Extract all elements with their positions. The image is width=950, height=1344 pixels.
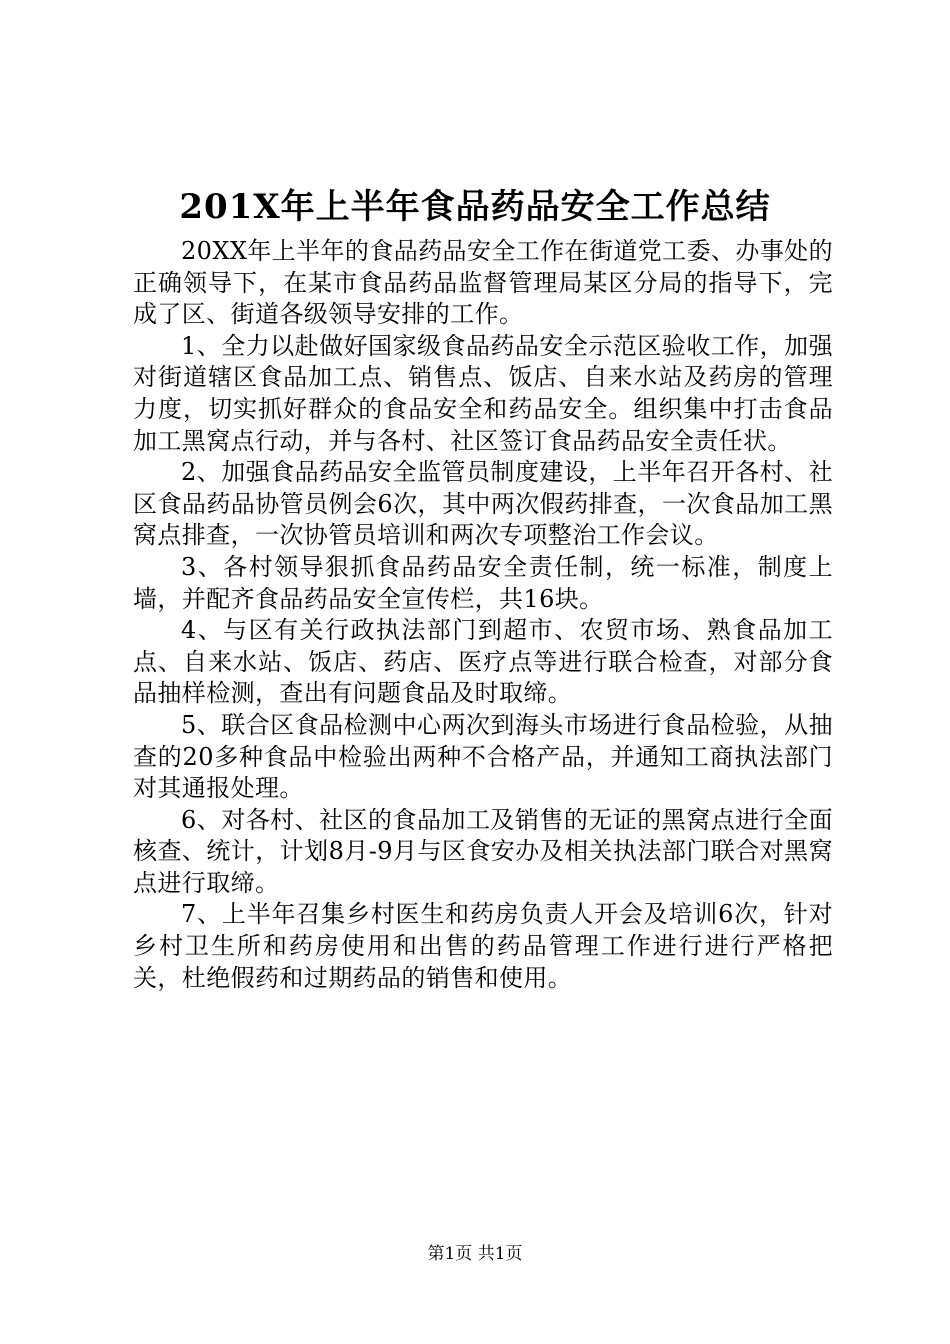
paragraph-intro: 20XX年上半年的食品药品安全工作在街道党工委、办事处的正确领导下，在某市食品药品监督管理局某区分局的指导下，完成了区、街道各级领导安排的工作。: [133, 237, 833, 329]
paragraph-item-7: 7、上半年召集乡村医生和药房负责人开会及培训6次，针对乡村卫生所和药房使用和出售的药品管理工作进行进行严格把关，杜绝假药和过期药品的销售和使用。: [133, 900, 833, 992]
paragraph-item-4: 4、与区有关行政执法部门到超市、农贸市场、熟食品加工点、自来水站、饭店、药店、医疗点等进行联合检查，对部分食品抽样检测，查出有问题食品及时取缔。: [133, 616, 833, 708]
paragraph-item-1: 1、全力以赴做好国家级食品药品安全示范区验收工作，加强对街道辖区食品加工点、销售点、饭店、自来水站及药房的管理力度，切实抓好群众的食品安全和药品安全。组织集中打击食品加工黑窝点行动，并与各村、社区签订食品药品安全责任状。: [133, 331, 833, 455]
page-footer: 第1页 共1页: [427, 1244, 523, 1264]
document-body: [133, 236, 833, 994]
document-title: 201X年上半年食品药品安全工作总结: [179, 187, 771, 227]
paragraph-item-5: 5、联合区食品检测中心两次到海头市场进行食品检验，从抽查的20多种食品中检验出两种不合格产品，并通知工商执法部门对其通报处理。: [133, 710, 833, 803]
paragraph-item-2: 2、加强食品药品安全监管员制度建设，上半年召开各村、社区食品药品协管员例会6次，其中两次假药排查，一次食品加工黑窝点排查，一次协管员培训和两次专项整治工作会议。: [133, 458, 833, 550]
paragraph-item-3: 3、各村领导狠抓食品药品安全责任制，统一标准，制度上墙，并配齐食品药品安全宣传栏，共16块。: [133, 552, 833, 613]
paragraph-item-6: 6、对各村、社区的食品加工及销售的无证的黑窝点进行全面核查、统计，计划8月-9月与区食安办及相关执法部门联合对黑窝点进行取缔。: [133, 805, 833, 897]
